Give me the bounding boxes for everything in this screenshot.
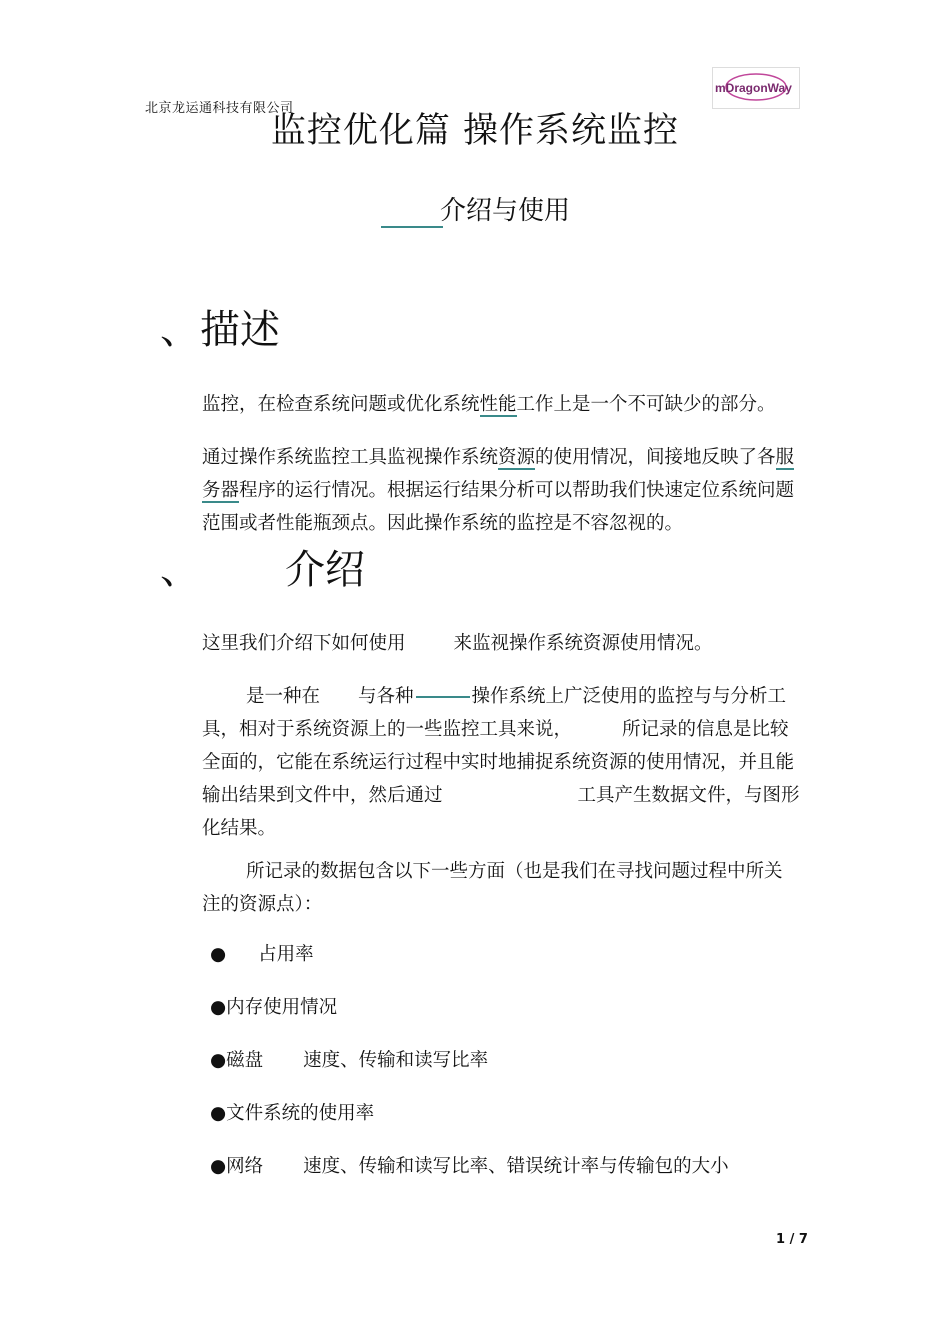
page-number: 1 / 7 — [776, 1232, 808, 1247]
link-resource[interactable]: 资源 — [498, 447, 536, 468]
company-name: 北京龙运通科技有限公司 — [145, 101, 294, 116]
bullet-icon: ● — [210, 997, 227, 1018]
link-server-part2[interactable]: 务器 — [202, 480, 240, 501]
subtitle-underline — [381, 226, 443, 228]
list-item: ●磁盘 速度、传输和读写比率 — [210, 1050, 489, 1071]
bullet-icon: ● — [210, 1156, 227, 1177]
list-item: ●文件系统的使用率 — [210, 1103, 375, 1124]
link-performance[interactable]: 性能 — [479, 394, 517, 415]
document-subtitle: 介绍与使用 — [440, 196, 571, 226]
list-item: ● 占用率 — [210, 944, 314, 965]
bullet-icon: ● — [210, 1103, 227, 1124]
list-item: ●内存使用情况 — [210, 997, 338, 1018]
logo-text: mDragonWay — [715, 81, 792, 95]
section-1-heading — [160, 298, 280, 355]
link-server-part1[interactable]: 服 — [775, 447, 795, 468]
section-1-paragraph-2: 通过操作系统监控工具监视操作系统资源的使用情况，间接地反映了各服 务器程序的运行情况。根据运行结果分析可以帮助我们快速定位系统问题 范围或者性能瓶颈点。因此操作系统的监控是不容忽视的。 — [202, 447, 795, 534]
section-1-mark: 、 — [160, 307, 200, 353]
section-1-title: 描述 — [200, 307, 280, 353]
section-1-paragraph-1: 监控，在检查系统问题或优化系统性能工作上是一个不可缺少的部分。 — [202, 394, 776, 415]
document-title: 监控优化篇 操作系统监控 — [270, 111, 680, 151]
blank-underline — [416, 696, 470, 698]
bullet-icon: ● — [210, 1050, 227, 1071]
section-2-paragraph-1: 这里我们介绍下如何使用 来监视操作系统资源使用情况。 — [202, 633, 713, 654]
section-2-paragraph-3: 所记录的数据包含以下一些方面（也是我们在寻找问题过程中所关 注的资源点）： — [202, 861, 783, 915]
section-2-title: 介绍 — [285, 547, 365, 593]
section-2-heading — [160, 538, 365, 595]
section-2-paragraph-2: 是一种在 与各种 操作系统上广泛使用的监控与与分析工 具，相对于系统资源上的一些监控工具来说， 所记录的信息是比较 全面的，它能在系统运行过程中实时地捕捉系统资源的使用情况，并且能 输出结果到文件中，然后通过 工具产生数据文件，与图形 化结果。 — [202, 686, 800, 839]
section-2-mark: 、 — [160, 547, 200, 593]
bullet-icon: ● — [210, 944, 227, 965]
list-item: ●网络 速度、传输和读写比率、错误统计率与传输包的大小 — [210, 1156, 729, 1177]
